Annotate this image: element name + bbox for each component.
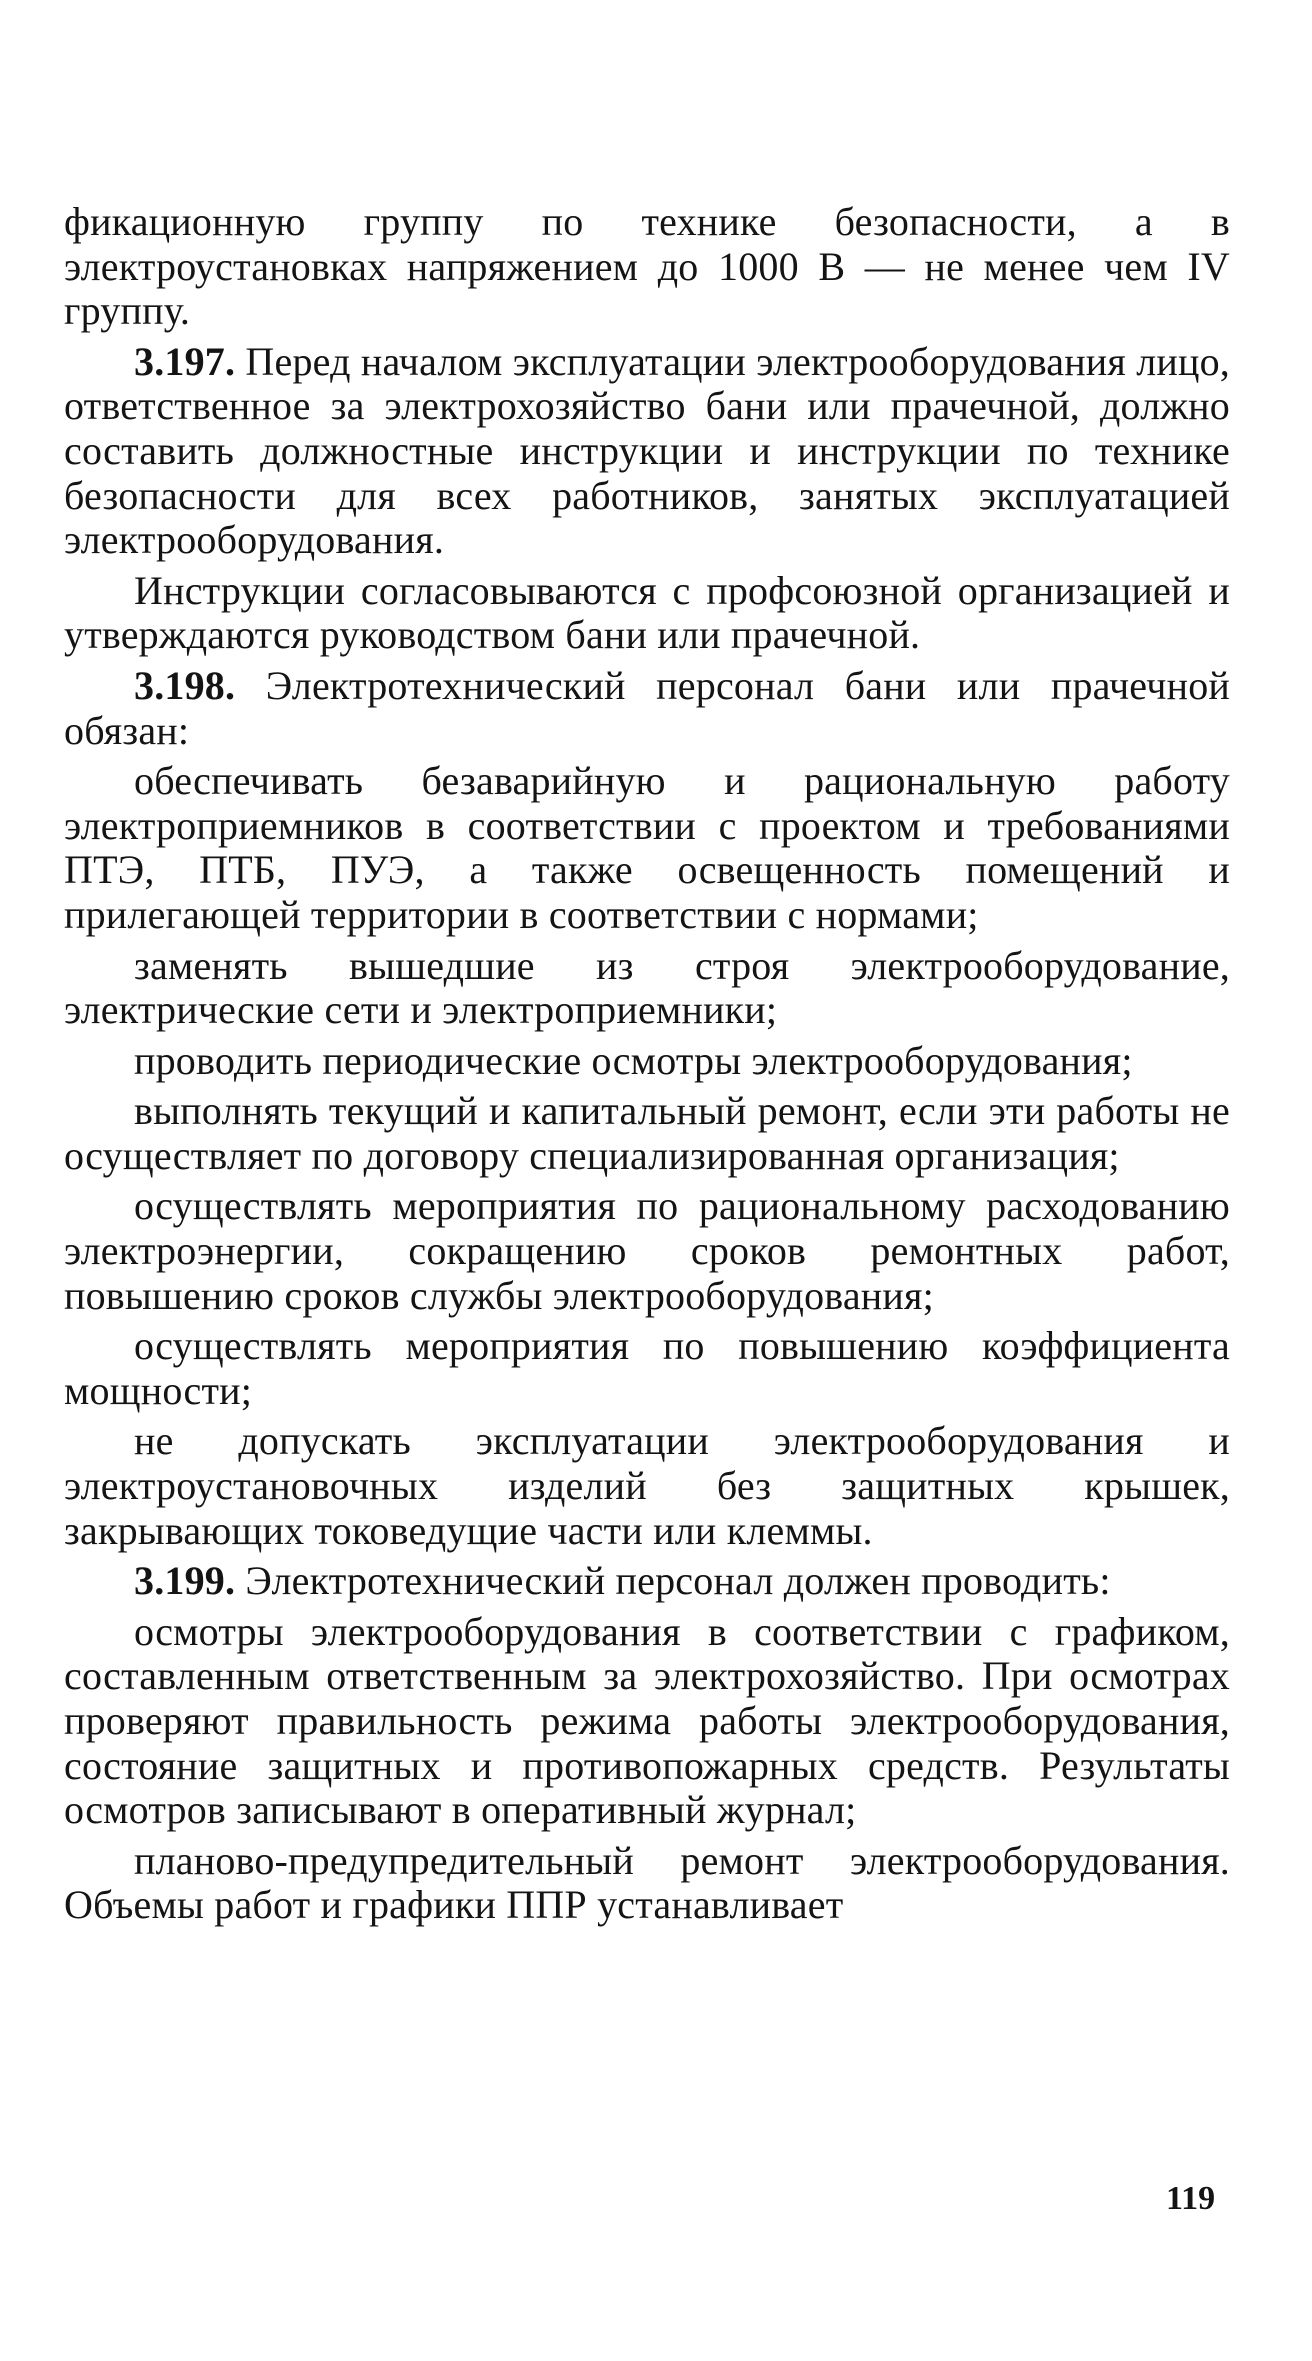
paragraph-text: Инструкции согласовываются с профсоюзной организацией и утверждаются руководством бани или прачечной. <box>64 567 1230 658</box>
paragraph-3-199 <box>64 1559 1230 1604</box>
list-item <box>64 759 1230 937</box>
clause-number: 3.199. <box>134 1558 236 1604</box>
paragraph-text: Электротехнический персонал бани или прачечной обязан: <box>64 662 1230 753</box>
list-item <box>64 1184 1230 1318</box>
list-item <box>64 1039 1230 1084</box>
paragraph-text: обеспечивать безаварийную и рациональную работу электроприемников в соответствии с проектом и требованиями ПТЭ, ПТБ, ПУЭ, а также освещенность помещений и прилегающей территории в соответствии с нормами; <box>64 758 1230 937</box>
paragraph-text: осуществлять мероприятия по повышению коэффициента мощности; <box>64 1323 1230 1413</box>
paragraph-instructions <box>64 569 1230 658</box>
paragraph-text: выполнять текущий и капитальный ремонт, если эти работы не осуществляет по договору специализированная организация; <box>64 1088 1230 1178</box>
clause-number: 3.198. <box>134 662 236 708</box>
page-text <box>64 200 1230 1934</box>
paragraph-text: заменять вышедшие из строя электрооборудование, электрические сети и электроприемники; <box>64 942 1230 1033</box>
paragraph-continuation <box>64 200 1230 334</box>
paragraph-text: не допускать эксплуатации электрооборудования и электроустановочных изделий без защитных крышек, закрывающих токоведущие части или клеммы. <box>64 1418 1230 1553</box>
paragraph-text: проводить периодические осмотры электрооборудования; <box>134 1037 1133 1083</box>
clause-number: 3.197. <box>134 338 236 384</box>
list-item <box>64 1610 1230 1833</box>
paragraph-text: осуществлять мероприятия по рациональному расходованию электроэнергии, сокращению сроков ремонтных работ, повышению сроков службы электрооборудования; <box>64 1183 1230 1318</box>
paragraph-text: фикационную группу по технике безопасности, а в электроустановках напряжением до 1000 В — не менее чем IV группу. <box>64 199 1230 334</box>
paragraph-text: Перед началом эксплуатации электрооборудования лицо, ответственное за электрохозяйство бани или прачечной, должно составить должностные инструкции и инструкции по технике безопасности для всех работников, занятых эксплуатацией электрооборудования. <box>64 338 1230 563</box>
paragraph-3-198 <box>64 664 1230 753</box>
list-item <box>64 1419 1230 1553</box>
paragraph-3-197 <box>64 340 1230 563</box>
paragraph-text: планово-предупредительный ремонт электрооборудования. Объемы работ и графики ППР устанавливает <box>64 1837 1230 1928</box>
list-item <box>64 944 1230 1033</box>
paragraph-text: Электротехнический персонал должен проводить: <box>235 1558 1111 1604</box>
list-item <box>64 1324 1230 1413</box>
paragraph-text: осмотры электрооборудования в соответствии с графиком, составленным ответственным за электрохозяйство. При осмотрах проверяют правильность режима работы электрооборудования, состояние защитных и противопожарных средств. Результаты осмотров записывают в оперативный журнал; <box>64 1608 1230 1833</box>
list-item <box>64 1089 1230 1178</box>
page-number: 119 <box>1166 2180 1216 2217</box>
list-item <box>64 1839 1230 1928</box>
